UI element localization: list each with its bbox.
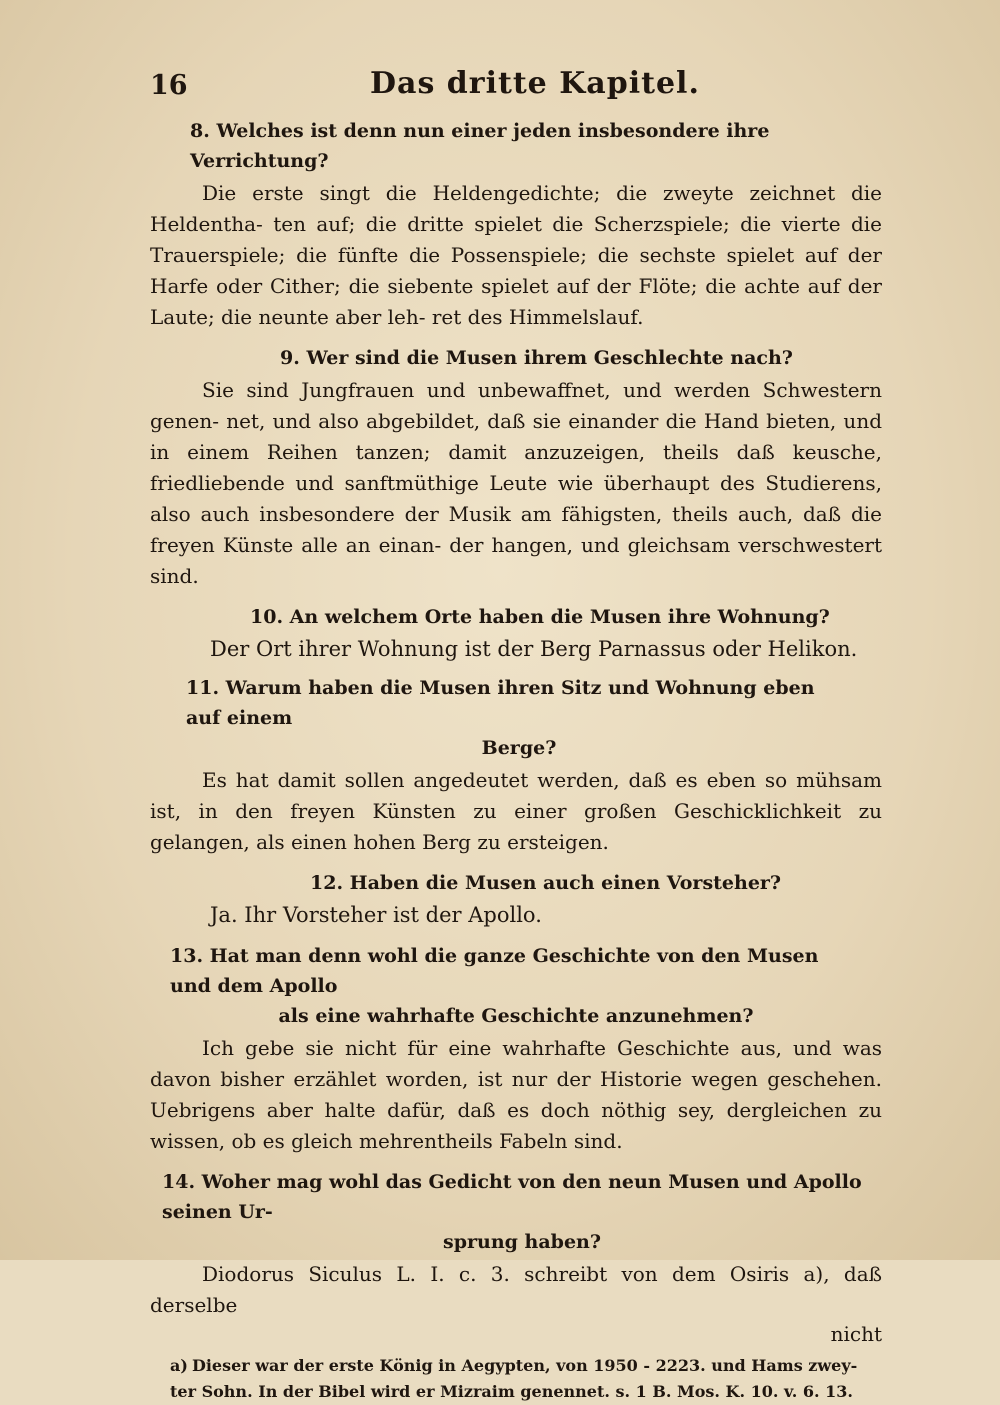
footnote: [150, 1353, 882, 1405]
question-13-text: 13. Hat man denn wohl die ganze Geschichte von den Musen und dem Apollo: [170, 945, 819, 997]
question-10: 10. An welchem Orte haben die Musen ihre Wohnung?: [250, 606, 830, 628]
question-11-continuation: Berge?: [481, 737, 557, 759]
footnote-mark: a): [170, 1356, 188, 1375]
question-11-text: 11. Warum haben die Musen ihren Sitz und Wohnung eben auf einem: [186, 677, 815, 729]
question-8: 8. Welches ist denn nun einer jeden insbesondere ihre Verrichtung?: [190, 120, 770, 172]
answer-11: Es hat damit sollen angedeutet werden, daß es eben so mühsam ist, in den freyen Künsten zu einer großen Geschicklichkeit zu gelangen, als einen hohen Berg zu ersteigen.: [150, 768, 882, 854]
answer-8: Die erste singt die Heldengedichte; die zweyte zeichnet die Heldentha- ten auf; die dritte spielet die Scherzspiele; die vierte die Trauerspiele; die fünfte die Possenspiele; die sechste spielet auf der Harfe oder Cither; die siebente spielet auf der Flöte; die achte auf der Laute; die neunte aber leh- ret des Himmelslauf.: [150, 181, 882, 329]
footnote-line-2: ter Sohn. In der Bibel wird er Mizraim genennet. s. 1 B. Mos. K. 10. v. 6. 13.: [170, 1382, 853, 1401]
answer-10: Der Ort ihrer Wohnung ist der Berg Parnassus oder Helikon.: [210, 637, 858, 661]
answer-12: Ja. Ihr Vorsteher ist der Apollo.: [210, 903, 542, 927]
question-14-continuation: sprung haben?: [443, 1231, 601, 1253]
footnote-line-1: [150, 1353, 882, 1379]
answer-14: Diodorus Siculus L. I. c. 3. schreibt von dem Osiris a), daß derselbe: [150, 1262, 882, 1317]
footnote-text-1: Dieser war der erste König in Aegypten, von 1950 - 2223. und Hams zwey-: [191, 1356, 858, 1375]
catchword: nicht: [830, 1322, 882, 1346]
question-14-text: 14. Woher mag wohl das Gedicht von den neun Musen und Apollo seinen Ur-: [162, 1171, 862, 1223]
question-13-continuation: als eine wahrhafte Geschichte anzunehmen?: [278, 1005, 754, 1027]
question-9: 9. Wer sind die Musen ihrem Geschlechte nach?: [280, 347, 793, 369]
question-13: [150, 941, 882, 1031]
question-14: [150, 1167, 882, 1257]
running-title: Das dritte Kapitel.: [370, 66, 700, 101]
question-12: 12. Haben die Musen auch einen Vorsteher?: [310, 872, 782, 894]
question-11: [150, 673, 882, 763]
answer-13: Ich gebe sie nicht für eine wahrhafte Geschichte aus, und was davon bisher erzählet worden, ist nur der Historie wegen geschehen. Uebrigens aber halte dafür, daß es doch nöthig sey, dergleichen zu wissen, ob es gleich mehrentheils Fabeln sind.: [150, 1036, 882, 1153]
page-header: [150, 60, 882, 112]
page-number: 16: [150, 70, 188, 101]
answer-9: Sie sind Jungfrauen und unbewaffnet, und werden Schwestern genen- net, und also abgebildet, daß sie einander die Hand bieten, und in einem Reihen tanzen; damit anzuzeigen, theils daß keusche, friedliebende und sanftmüthige Leute wie überhaupt des Studierens, also auch insbesondere der Musik am fähigsten, theils auch, daß die freyen Künste alle an einan- der hangen, und gleichsam verschwestert sind.: [150, 378, 882, 588]
